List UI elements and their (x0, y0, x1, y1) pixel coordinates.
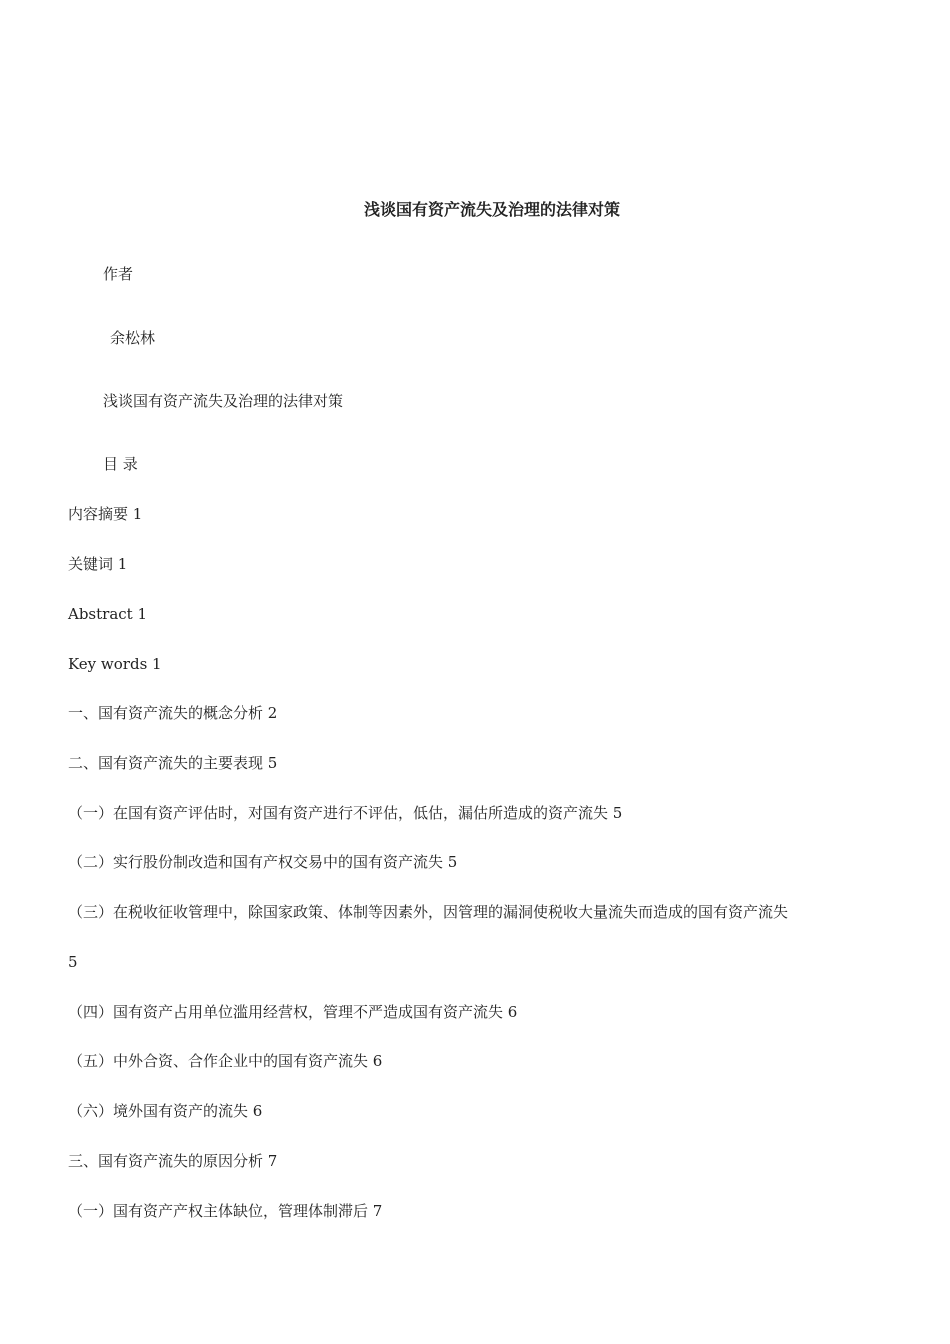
toc-item: 关键词 1 (68, 555, 128, 573)
toc-item: 内容摘要 1 (68, 505, 143, 523)
toc-item: （六）境外国有资产的流失 6 (68, 1102, 263, 1120)
toc-item: （五）中外合资、合作企业中的国有资产流失 6 (68, 1052, 383, 1070)
toc-heading: 目 录 (103, 455, 138, 473)
author-label: 作者 (103, 265, 134, 283)
toc-item-page-number: 5 (68, 953, 78, 971)
toc-item: （三）在税收征收管理中，除国家政策、体制等因素外，因管理的漏洞使税收大量流失而造成的国有资产流失 (68, 903, 789, 921)
toc-item: 二、国有资产流失的主要表现 5 (68, 754, 278, 772)
toc-item: 三、国有资产流失的原因分析 7 (68, 1152, 278, 1170)
author-name: 余松林 (110, 329, 156, 347)
toc-item: （二）实行股份制改造和国有产权交易中的国有资产流失 5 (68, 853, 458, 871)
toc-item: 一、国有资产流失的概念分析 2 (68, 704, 278, 722)
toc-item: （一）国有资产产权主体缺位，管理体制滞后 7 (68, 1202, 383, 1220)
toc-item: Abstract 1 (68, 605, 148, 623)
toc-item: （四）国有资产占用单位滥用经营权，管理不严造成国有资产流失 6 (68, 1003, 518, 1021)
toc-item: （一）在国有资产评估时，对国有资产进行不评估，低估，漏估所造成的资产流失 5 (68, 804, 623, 822)
document-subtitle: 浅谈国有资产流失及治理的法律对策 (103, 392, 344, 410)
document-title: 浅谈国有资产流失及治理的法律对策 (363, 200, 620, 219)
toc-item: Key words 1 (68, 655, 162, 673)
